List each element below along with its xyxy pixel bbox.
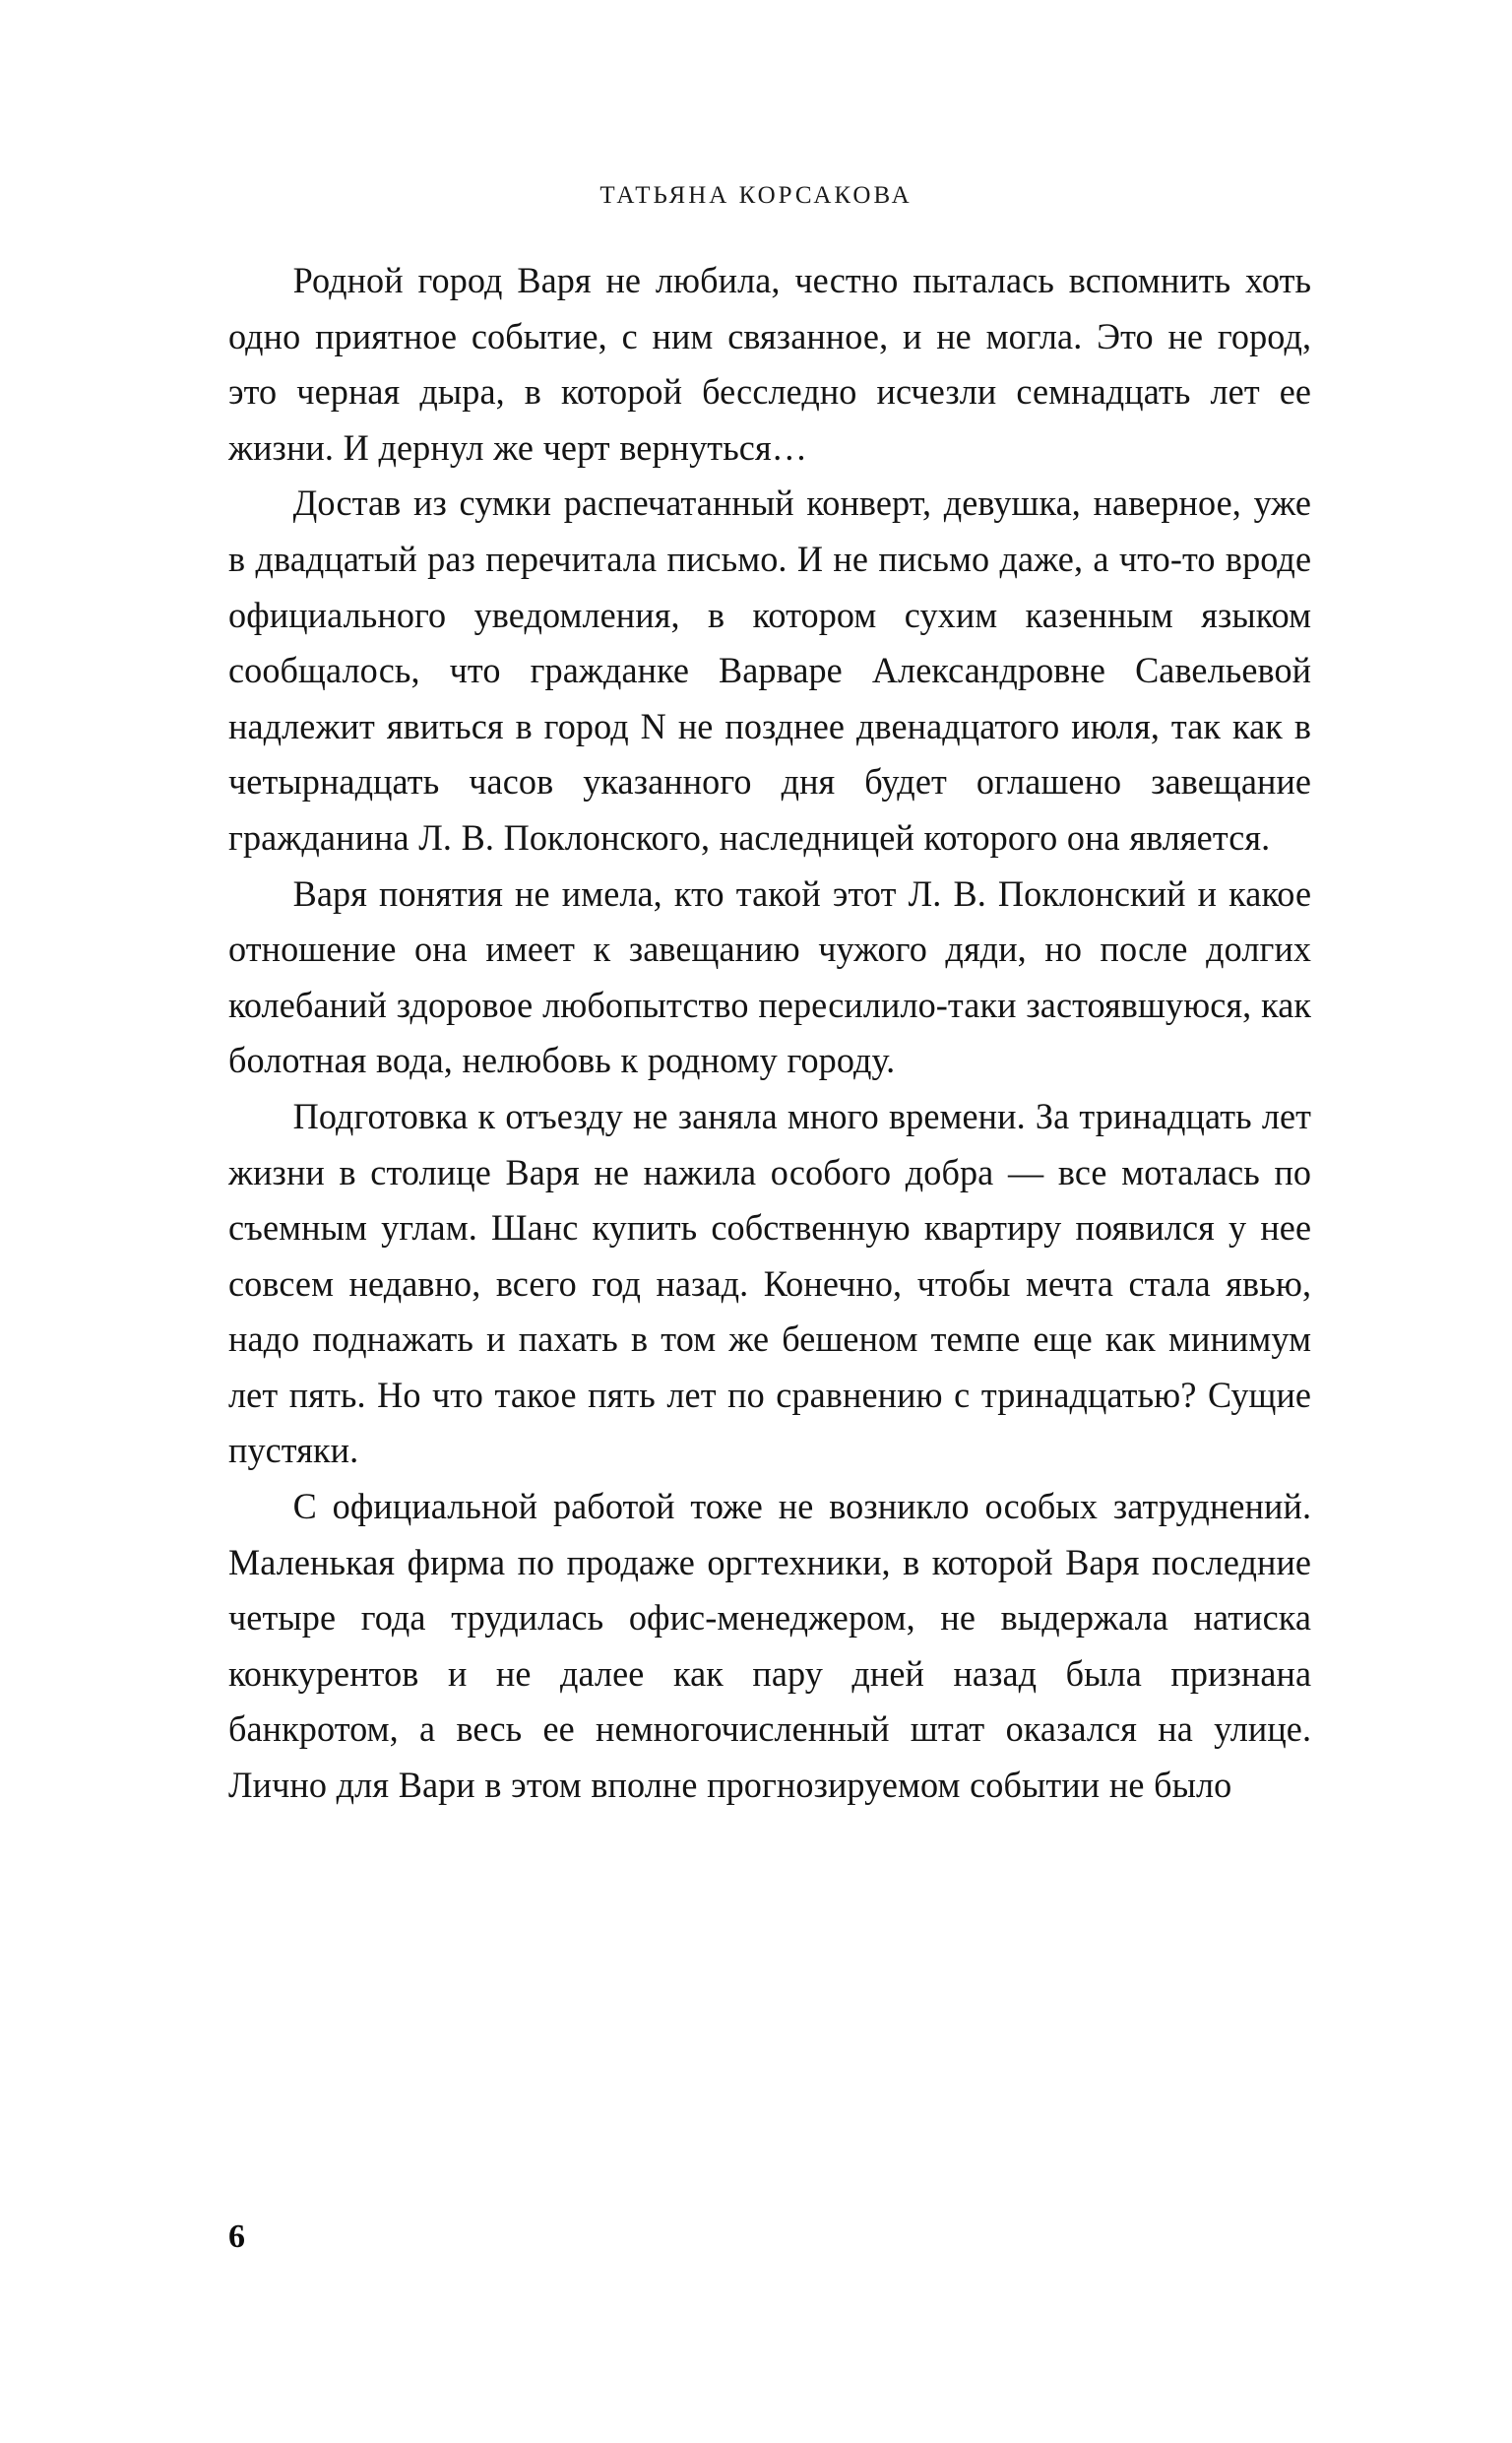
page-number: 6 xyxy=(228,2218,245,2255)
paragraph: С официальной работой тоже не возникло особых затруднений. Маленькая фирма по продаже оргтехники, в которой Варя последние четыре года трудилась офис-менеджером, не выдержала натиска конкурентов и не далее как пару дней назад была признана банкротом, а весь ее немногочисленный штат оказался на улице. Лично для Вари в этом вполне прогнозируемом событии не было xyxy=(228,1487,1312,1807)
paragraph: Варя понятия не имела, кто такой этот Л. В. Поклонский и какое отношение она имеет к завещанию чужого дяди, но после долгих колебаний здоровое любопытство пересилило-таки застоявшуюся, как болотная вода, нелюбовь к родному городу. xyxy=(228,873,1312,1082)
paragraph: Подготовка к отъезду не заняла много времени. За тринадцать лет жизни в столице Варя не нажила особого добра — все моталась по съемным углам. Шанс купить собственную квартиру появился у нее совсем недавно, всего год назад. Конечно, чтобы мечта стала явью, надо поднажать и пахать в том же бешеном темпе еще как минимум лет пять. Но что такое пять лет по сравнению с тринадцатью? Сущие пустяки. xyxy=(228,1096,1312,1472)
paragraph: Родной город Варя не любила, честно пыталась вспомнить хоть одно приятное событие, с ним связанное, и не могла. Это не город, это черная дыра, в которой бесследно исчезли семнадцать лет ее жизни. И дернул же черт вернуться… xyxy=(228,261,1312,469)
running-head: ТАТЬЯНА КОРСАКОВА xyxy=(599,182,913,209)
body-text-block xyxy=(228,254,1351,1815)
paragraph: Достав из сумки распечатанный конверт, девушка, наверное, уже в двадцатый раз перечитала письмо. И не письмо даже, а что-то вроде официального уведомления, в котором сухим казенным языком сообщалось, что гражданке Варваре Александровне Савельевой надлежит явиться в город N не позднее двенадцатого июля, так как в четырнадцать часов указанного дня будет оглашено завещание гражданина Л. В. Поклонского, наследницей которого она является. xyxy=(228,483,1312,859)
